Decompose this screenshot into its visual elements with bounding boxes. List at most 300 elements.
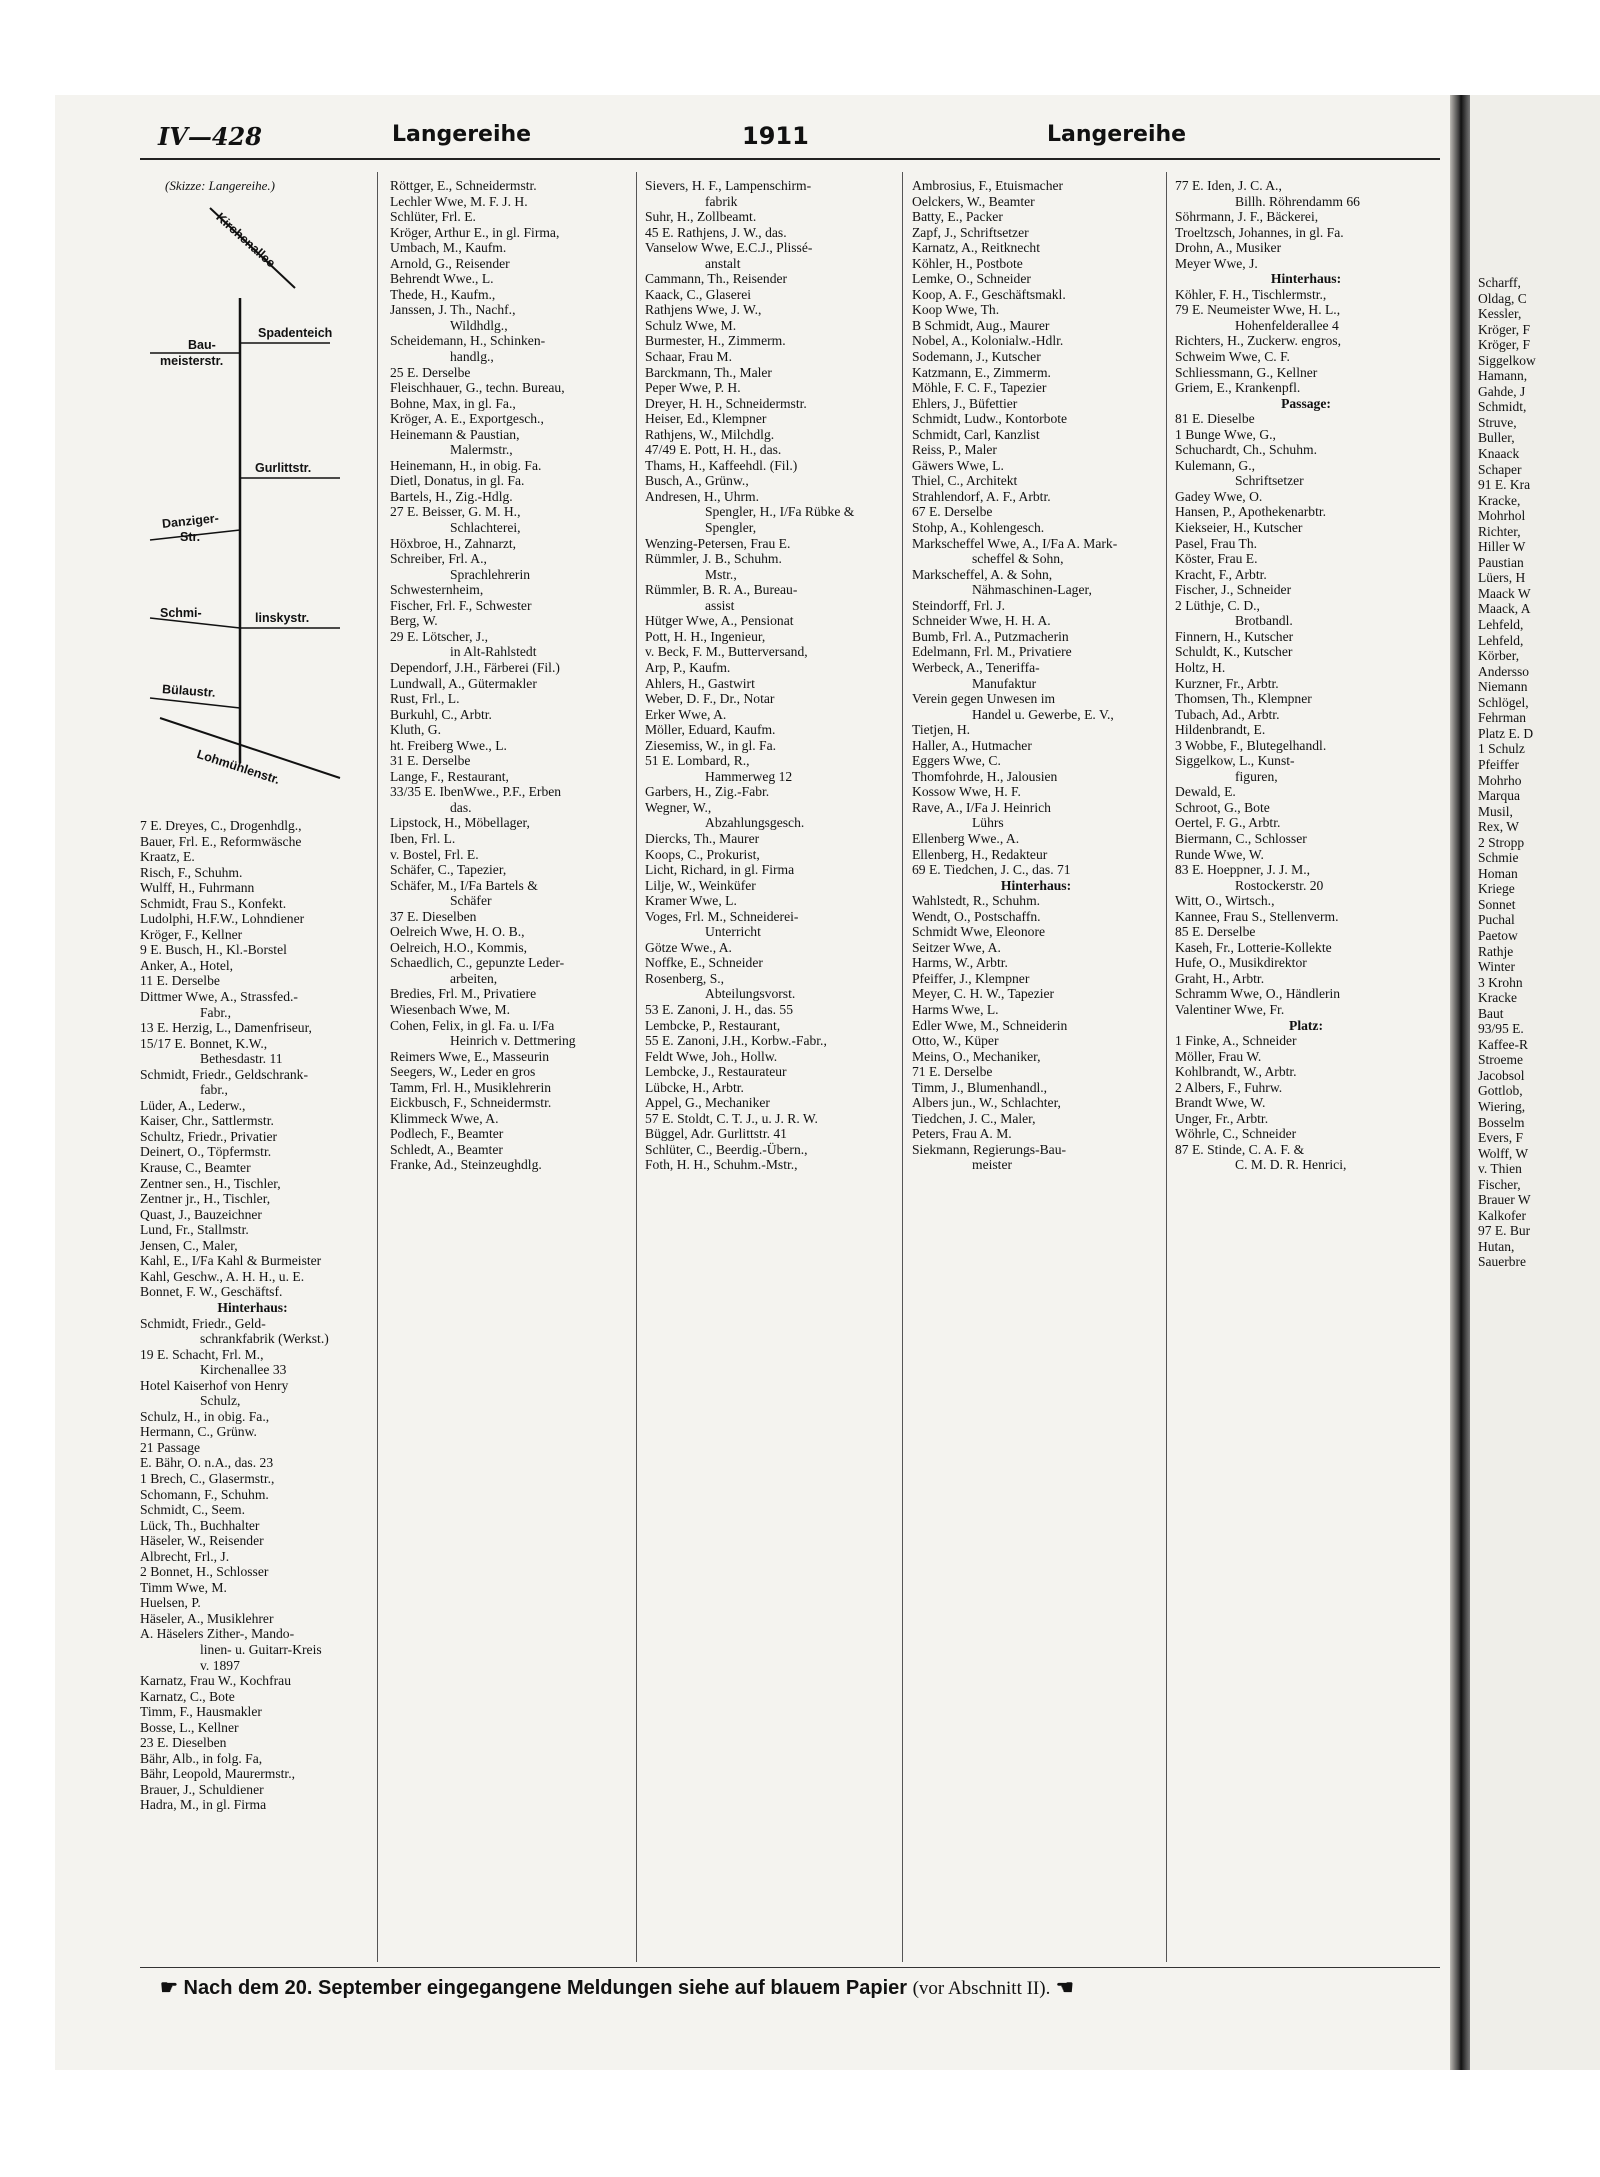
directory-entry: Albrecht, Frl., J. (140, 1548, 230, 1564)
street-label: Gurlittstr. (255, 461, 312, 475)
directory-entry: Behrendt Wwe., L. (390, 271, 494, 287)
directory-entry: 2 Lüthje, C. D., (1175, 597, 1260, 613)
directory-entry: Peters, Frau A. M. (912, 1126, 1012, 1142)
adjacent-entry: Sonnet (1478, 896, 1516, 912)
adjacent-entry: Musil, (1478, 803, 1513, 819)
directory-entry: Götze Wwe., A. (645, 939, 732, 955)
adjacent-entry: Pfeiffer (1478, 756, 1519, 772)
directory-entry: Hansen, P., Apothekenarbtr. (1175, 504, 1327, 520)
street-label: Bau- (188, 338, 216, 352)
directory-entry: Erker Wwe, A. (645, 706, 727, 722)
directory-entry: Richters, H., Zuckerw. engros, (1175, 333, 1341, 349)
directory-entry: Zapf, J., Schriftsetzer (912, 224, 1029, 240)
directory-entry: Heinrich v. Dettmering (450, 1033, 576, 1049)
book-gutter (1450, 95, 1470, 2070)
directory-entry: Cammann, Th., Reisender (645, 271, 788, 287)
directory-entry: 83 E. Hoeppner, J. J. M., (1175, 862, 1311, 878)
directory-entry: Schäfer, C., Tapezier, (390, 862, 507, 878)
directory-entry: Kirchenallee 33 (200, 1362, 287, 1378)
directory-entry: Appel, G., Mechaniker (645, 1095, 770, 1111)
adjacent-entry: 91 E. Kra (1478, 477, 1531, 493)
directory-entry: 53 E. Zanoni, J. H., das. 55 (645, 1001, 794, 1017)
directory-entry: 51 E. Lombard, R., (645, 753, 750, 769)
directory-entry: 55 E. Zanoni, J.H., Korbw.-Fabr., (645, 1033, 827, 1049)
directory-entry: Seitzer Wwe, A. (912, 939, 1001, 955)
directory-entry: Dreyer, H. H., Schneidermstr. (645, 395, 807, 411)
directory-entry: Scheidemann, H., Schinken- (390, 333, 546, 349)
directory-entry: Klimmeck Wwe, A. (390, 1110, 499, 1126)
directory-entry: figuren, (1235, 768, 1278, 784)
directory-entry: Lilje, W., Weinküfer (645, 877, 756, 893)
directory-entry: Schroot, G., Bote (1175, 799, 1270, 815)
directory-entry: Voges, Frl. M., Schneiderei- (645, 908, 799, 924)
column-5 (1175, 178, 1437, 1953)
directory-entry: Schmidt, Frau S., Konfekt. (140, 895, 287, 911)
directory-entry: Huelsen, P. (140, 1595, 201, 1611)
directory-entry: Werbeck, A., Teneriffa- (912, 659, 1040, 675)
directory-entry: Podlech, F., Beamter (390, 1126, 504, 1142)
directory-entry: Kulemann, G., (1175, 457, 1256, 473)
directory-entry: 69 E. Tiedchen, J. C., das. 71 (912, 862, 1071, 878)
directory-entry: Gadey Wwe, O. (1175, 488, 1263, 504)
directory-entry: Sodemann, J., Kutscher (912, 349, 1041, 365)
directory-entry: Rathjens, W., Milchdlg. (645, 426, 775, 442)
street-label: Lohmühlenstr. (195, 747, 282, 788)
directory-entry: Heinemann & Paustian, (390, 426, 520, 442)
directory-entry: Köster, Frau E. (1175, 551, 1258, 567)
directory-entry: Schmidt, C., Seem. (140, 1502, 245, 1518)
adjacent-entry: Schmidt, (1478, 399, 1527, 415)
street-label: Danziger- (161, 511, 220, 531)
directory-entry: Finnern, H., Kutscher (1175, 628, 1294, 644)
directory-entry: Ellenberg, H., Redakteur (912, 846, 1048, 862)
directory-entry: Wendt, O., Postschaffn. (912, 908, 1041, 924)
adjacent-entry: Kröger, F (1478, 337, 1530, 353)
directory-entry: 67 E. Derselbe (912, 504, 993, 520)
directory-entry: Möller, Frau W. (1175, 1048, 1262, 1064)
directory-entry: Spengler, H., I/Fa Rübke & (705, 504, 855, 520)
adjacent-entry: Homan (1478, 865, 1518, 881)
directory-entry: Gäwers Wwe, L. (912, 457, 1004, 473)
directory-entry: Deinert, O., Töpfermstr. (140, 1144, 272, 1160)
directory-entry: scheffel & Sohn, (972, 551, 1064, 567)
running-head-right: Langereihe (1047, 122, 1187, 147)
street-label: Str. (180, 530, 201, 544)
directory-entry: Rostockerstr. 20 (1235, 877, 1324, 893)
directory-entry: Feldt Wwe, Joh., Hollw. (645, 1048, 778, 1064)
directory-entry: Strahlendorf, A. F., Arbtr. (912, 488, 1051, 504)
directory-entry: Pasel, Frau Th. (1175, 535, 1258, 551)
directory-entry: Meins, O., Mechaniker, (912, 1048, 1041, 1064)
directory-entry: 7 E. Dreyes, C., Drogenhdlg., (140, 818, 302, 833)
adjacent-entry: Paustian (1478, 554, 1524, 570)
directory-entry: Wahlstedt, R., Schuhm. (912, 893, 1041, 909)
directory-entry: 2 Albers, F., Fuhrw. (1175, 1079, 1283, 1095)
adjacent-entry: Gottlob, (1478, 1083, 1523, 1099)
directory-entry: Timm Wwe, M. (140, 1579, 227, 1595)
directory-entry: Bosse, L., Kellner (140, 1719, 239, 1735)
directory-entry: Reiss, P., Maler (912, 442, 997, 458)
directory-entry: Noffke, E., Schneider (645, 955, 763, 971)
directory-entry: Edler Wwe, M., Schneiderin (912, 1017, 1068, 1033)
directory-entry: v. 1897 (200, 1657, 240, 1673)
adjacent-entry: Evers, F (1478, 1130, 1523, 1146)
directory-entry: v. Beck, F. M., Butterversand, (645, 644, 808, 660)
directory-entry: 1 Bunge Wwe, G., (1175, 426, 1276, 442)
adjacent-entry: Wolff, W (1478, 1145, 1529, 1161)
footer-text: Nach dem 20. September eingegangene Meldungen siehe auf blauem Papier (183, 1977, 908, 1999)
directory-entry: Schmidt, Friedr., Geld- (140, 1315, 266, 1331)
directory-entry: Dependorf, J.H., Färberei (Fil.) (390, 659, 560, 675)
directory-entry: Witt, O., Wirtsch., (1175, 893, 1275, 909)
directory-entry: Schäfer, M., I/Fa Bartels & (390, 877, 538, 893)
directory-entry: Harms Wwe, L. (912, 1001, 999, 1017)
adjacent-entry: Buller, (1478, 430, 1515, 446)
directory-entry: Burkuhl, C., Arbtr. (390, 706, 492, 722)
directory-entry: Rathjens Wwe, J. W., (645, 302, 762, 318)
directory-entry: Griem, E., Krankenpfl. (1175, 380, 1301, 396)
column-divider (902, 172, 903, 1962)
directory-entry: Söhrmann, J. F., Bäckerei, (1175, 209, 1319, 225)
directory-entry: Busch, A., Grünw., (645, 473, 749, 489)
directory-entry: E. Bähr, O. n.A., das. 23 (140, 1455, 274, 1471)
header-rule (140, 158, 1440, 160)
adjacent-entry: Baut (1478, 1005, 1504, 1021)
adjacent-entry: Schaper (1478, 461, 1522, 477)
adjacent-entry: Kessler, (1478, 306, 1522, 322)
adjacent-entry: Gahde, J (1478, 383, 1526, 399)
directory-entry: Franke, Ad., Steinzeughdlg. (390, 1157, 542, 1173)
directory-entry: fabrik (705, 193, 738, 209)
directory-entry: Abteilungsvorst. (705, 986, 796, 1002)
directory-entry: Graht, H., Arbtr. (1175, 970, 1265, 986)
adjacent-entry: Marqua (1478, 788, 1520, 804)
directory-entry: 15/17 E. Bonnet, K.W., (140, 1035, 268, 1051)
entry-list (140, 818, 365, 1813)
directory-entry: Schmidt, Ludw., Kontorbote (912, 411, 1068, 427)
directory-entry: Schomann, F., Schuhm. (140, 1486, 269, 1502)
directory-entry: Oelreich, H.O., Kommis, (390, 939, 528, 955)
directory-entry: Ahlers, H., Gastwirt (645, 675, 755, 691)
directory-entry: Kröger, A. E., Exportgesch., (390, 411, 544, 427)
directory-entry: Lück, Th., Buchhalter (140, 1517, 260, 1533)
sketch-caption: (Skizze: Langereihe.) (165, 178, 275, 193)
directory-entry: 79 E. Neumeister Wwe, H. L., (1175, 302, 1341, 318)
directory-entry: Thiel, C., Architekt (912, 473, 1018, 489)
directory-entry: Siekmann, Regierungs-Bau- (912, 1141, 1067, 1157)
street-label: linskystr. (255, 611, 310, 625)
directory-entry: 1 Brech, C., Glasermstr., (140, 1470, 275, 1486)
running-head-left: Langereihe (392, 122, 532, 147)
directory-entry: Lipstock, H., Möbellager, (390, 815, 530, 831)
directory-entry: 81 E. Dieselbe (1175, 411, 1255, 427)
directory-entry: Oertel, F. G., Arbtr. (1175, 815, 1281, 831)
adjacent-entry: Sauerbre (1478, 1254, 1526, 1270)
directory-entry: Köhler, F. H., Tischlermstr., (1175, 286, 1327, 302)
directory-entry: Quast, J., Bauzeichner (140, 1206, 262, 1222)
street-sketch (140, 178, 365, 818)
directory-entry: Schlachterei, (450, 520, 521, 536)
adjacent-entry: v. Thien (1478, 1161, 1522, 1177)
directory-entry: Thomsen, Th., Klempner (1175, 691, 1312, 707)
adjacent-entry: Lehfeld, (1478, 617, 1524, 633)
directory-entry: Höxbroe, H., Zahnarzt, (390, 535, 517, 551)
directory-entry: Hammerweg 12 (705, 768, 793, 784)
directory-entry: Hufe, O., Musikdirektor (1175, 955, 1307, 971)
directory-entry: Wiesenbach Wwe, M. (390, 1001, 510, 1017)
directory-entry: Hinterhaus: (217, 1299, 288, 1315)
directory-entry: Schweim Wwe, C. F. (1175, 349, 1290, 365)
directory-entry: 19 E. Schacht, Frl. M., (140, 1346, 264, 1362)
directory-entry: Fabr., (200, 1004, 231, 1020)
directory-entry: Kluth, G. (390, 722, 441, 738)
adjacent-entry: Bosselm (1478, 1114, 1525, 1130)
adjacent-entry: Lehfeld, (1478, 632, 1524, 648)
directory-entry: Schulz, (200, 1393, 241, 1409)
directory-entry: Häseler, W., Reisender (140, 1533, 264, 1549)
directory-entry: 33/35 E. IbenWwe., P.F., Erben (390, 784, 562, 800)
directory-entry: Kraatz, E. (140, 849, 195, 865)
directory-entry: Holtz, H. (1175, 659, 1226, 675)
directory-entry: Meyer, C. H. W., Tapezier (912, 986, 1055, 1002)
directory-entry: Dietl, Donatus, in gl. Fa. (390, 473, 525, 489)
adjacent-entry: Lüers, H (1478, 570, 1526, 586)
directory-entry: Schriftsetzer (1235, 473, 1304, 489)
directory-entry: Bartels, H., Zig.-Hdlg. (390, 488, 513, 504)
directory-entry: 2 Bonnet, H., Schlosser (140, 1564, 269, 1580)
directory-entry: Kröger, F., Kellner (140, 926, 243, 942)
directory-entry: ht. Freiberg Wwe., L. (390, 737, 507, 753)
directory-entry: Schreiber, Frl. A., (390, 551, 487, 567)
directory-entry: C. M. D. R. Henrici, (1235, 1157, 1347, 1173)
directory-entry: Burmester, H., Zimmerm. (645, 333, 786, 349)
adjacent-entry: 97 E. Bur (1478, 1223, 1531, 1239)
directory-entry: Schwesternheim, (390, 582, 484, 598)
column-divider (377, 172, 378, 1962)
directory-entry: Möhle, F. C. F., Tapezier (912, 380, 1047, 396)
directory-entry: 87 E. Stinde, C. A. F. & (1175, 1141, 1305, 1157)
directory-entry: Spengler, (705, 520, 757, 536)
street-label: Spadenteich (258, 326, 333, 340)
directory-entry: Meyer Wwe, J. (1175, 255, 1258, 271)
directory-entry: B Schmidt, Aug., Maurer (912, 317, 1050, 333)
column-divider (1166, 172, 1167, 1962)
directory-entry: Schultz, Friedr., Privatier (140, 1128, 278, 1144)
column-divider (636, 172, 637, 1962)
directory-entry: Wegner, W., (645, 799, 712, 815)
adjacent-entry: Rathje (1478, 943, 1514, 959)
adjacent-entry: Oldag, C (1478, 290, 1527, 306)
adjacent-entry: 93/95 E. (1478, 1021, 1524, 1037)
directory-entry: Iben, Frl. L. (390, 830, 456, 846)
directory-entry: Thomfohrde, H., Jalousien (912, 768, 1058, 784)
directory-entry: Hohenfelderallee 4 (1235, 317, 1339, 333)
adjacent-entry: Maack W (1478, 585, 1531, 601)
street-label: meisterstr. (160, 354, 224, 368)
directory-entry: Abzahlungsgesch. (705, 815, 805, 831)
directory-entry: Tiedchen, J. C., Maler, (912, 1110, 1036, 1126)
directory-entry: Hotel Kaiserhof von Henry (140, 1377, 289, 1393)
directory-entry: Schaar, Frau M. (645, 349, 733, 365)
directory-entry: Lund, Fr., Stallmstr. (140, 1222, 249, 1238)
column-3 (645, 178, 895, 1953)
directory-entry: Hadra, M., in gl. Firma (140, 1797, 267, 1813)
directory-entry: Schulz Wwe, M. (645, 317, 737, 333)
directory-entry: Rave, A., I/Fa J. Heinrich (912, 799, 1051, 815)
directory-entry: in Alt-Rahlstedt (450, 644, 537, 660)
directory-entry: Ambrosius, F., Etuismacher (912, 178, 1064, 193)
directory-entry: 11 E. Derselbe (140, 973, 220, 989)
directory-entry: Anker, A., Hotel, (140, 957, 234, 973)
directory-entry: Stohp, A., Kohlengesch. (912, 520, 1045, 536)
directory-entry: Markscheffel Wwe, A., I/Fa A. Mark- (912, 535, 1118, 551)
adjacent-entry: Richter, (1478, 523, 1521, 539)
directory-entry: Kossow Wwe, H. F. (912, 784, 1021, 800)
directory-entry: Möller, Eduard, Kaufm. (645, 722, 776, 738)
directory-entry: Bohne, Max, in gl. Fa., (390, 395, 516, 411)
directory-entry: Dewald, E. (1175, 784, 1236, 800)
directory-entry: Jensen, C., Maler, (140, 1237, 238, 1253)
directory-entry: 3 Wobbe, F., Blutegelhandl. (1175, 737, 1327, 753)
directory-entry: Koop, A. F., Geschäftsmakl. (912, 286, 1066, 302)
directory-entry: 21 Passage (140, 1439, 201, 1455)
directory-entry: Heinemann, H., in obig. Fa. (390, 457, 542, 473)
directory-entry: Schlüter, Frl. E. (390, 209, 476, 225)
directory-entry: meister (972, 1157, 1013, 1173)
directory-entry: 85 E. Derselbe (1175, 924, 1256, 940)
directory-entry: Schneider Wwe, H. H. A. (912, 613, 1051, 629)
adjacent-entry: Puchal (1478, 912, 1515, 928)
directory-entry: Hinterhaus: (1000, 877, 1072, 893)
directory-entry: 13 E. Herzig, L., Damenfriseur, (140, 1020, 312, 1036)
adjacent-entry: Kriege (1478, 881, 1515, 897)
directory-entry: Kracht, F., Arbtr. (1175, 566, 1267, 582)
directory-entry: Karnatz, Frau W., Kochfrau (140, 1673, 291, 1689)
directory-entry: Fischer, Frl. F., Schwester (390, 597, 532, 613)
adjacent-entry: Kaffee-R (1478, 1036, 1528, 1052)
adjacent-entry: Rex, W (1478, 819, 1519, 835)
directory-entry: Dittmer Wwe, A., Strassfed.- (140, 989, 298, 1005)
sketch-map (140, 178, 365, 818)
directory-entry: Fleischhauer, G., techn. Bureau, (390, 380, 565, 396)
directory-entry: 77 E. Iden, J. C. A., (1175, 178, 1282, 193)
directory-entry: 23 E. Dieselben (140, 1735, 227, 1751)
directory-entry: Peper Wwe, P. H. (645, 380, 741, 396)
directory-entry: Zentner sen., H., Tischler, (140, 1175, 281, 1191)
directory-entry: Schlüter, C., Beerdig.-Übern., (645, 1141, 808, 1157)
directory-entry: Wildhdlg., (450, 317, 508, 333)
directory-entry: Steindorff, Frl. J. (912, 597, 1006, 613)
adjacent-entry: Schmie (1478, 850, 1519, 866)
directory-entry: Kahl, Geschw., A. H. H., u. E. (140, 1268, 305, 1284)
year-heading: 1911 (742, 122, 809, 150)
directory-entry: Kiekseier, H., Kutscher (1175, 520, 1303, 536)
directory-entry: Arp, P., Kaufm. (645, 659, 731, 675)
adjacent-entry: Andersso (1478, 663, 1529, 679)
directory-entry: Bredies, Frl. M., Privatiere (390, 986, 537, 1002)
directory-entry: Hermann, C., Grünw. (140, 1424, 257, 1440)
directory-entry: 29 E. Lötscher, J., (390, 628, 488, 644)
adjacent-entry: Kröger, F (1478, 321, 1530, 337)
directory-entry: Pott, H. H., Ingenieur, (645, 628, 766, 644)
directory-entry: Karnatz, A., Reitknecht (912, 240, 1040, 256)
directory-entry: Büggel, Adr. Gurlittstr. 41 (645, 1126, 787, 1142)
adjacent-page-edge (1470, 95, 1600, 2070)
directory-entry: Oelckers, W., Beamter (912, 193, 1035, 209)
directory-entry: Fischer, J., Schneider (1175, 582, 1292, 598)
directory-entry: Bumb, Frl. A., Putzmacherin (912, 628, 1069, 644)
footer-rule (140, 1967, 1440, 1968)
directory-entry: Eickbusch, F., Schneidermstr. (390, 1095, 552, 1111)
directory-entry: Schuchardt, Ch., Schuhm. (1175, 442, 1317, 458)
directory-entry: 71 E. Derselbe (912, 1064, 993, 1080)
directory-entry: Kahl, E., I/Fa Kahl & Burmeister (140, 1253, 322, 1269)
directory-entry: Markscheffel, A. & Sohn, (912, 566, 1053, 582)
directory-entry: 37 E. Dieselben (390, 908, 477, 924)
directory-entry: Edelmann, Frl. M., Privatiere (912, 644, 1072, 660)
directory-entry: Schmidt, Friedr., Geldschrank- (140, 1066, 309, 1082)
directory-entry: Timm, F., Hausmakler (140, 1704, 262, 1720)
directory-entry: Thams, H., Kaffeehdl. (Fil.) (645, 457, 798, 473)
directory-entry: linen- u. Guitarr-Kreis (200, 1641, 322, 1657)
directory-entry: Andresen, H., Uhrm. (645, 488, 760, 504)
directory-entry: 27 E. Beisser, G. M. H., (390, 504, 521, 520)
directory-entry: Nobel, A., Kolonialw.-Hdlr. (912, 333, 1064, 349)
directory-entry: Verein gegen Unwesen im (912, 691, 1056, 707)
directory-entry: Handel u. Gewerbe, E. V., (972, 706, 1114, 722)
directory-entry: Passage: (1281, 395, 1331, 411)
street-label: Schmi- (160, 606, 202, 620)
directory-entry: Bethesdastr. 11 (200, 1051, 283, 1067)
directory-entry: Kurzner, Fr., Arbtr. (1175, 675, 1279, 691)
directory-entry: Kramer Wwe, L. (645, 893, 737, 909)
directory-entry: Brauer, J., Schuldiener (140, 1781, 264, 1797)
directory-entry: Kaiser, Chr., Sattlermstr. (140, 1113, 274, 1129)
directory-entry: Schramm Wwe, O., Händlerin (1175, 986, 1341, 1002)
directory-entry: Mstr., (705, 566, 737, 582)
directory-entry: Rümmler, B. R. A., Bureau- (645, 582, 798, 598)
directory-entry: Schmidt, Carl, Kanzlist (912, 426, 1040, 442)
directory-entry: das. (450, 799, 472, 815)
directory-entry: Platz: (1289, 1017, 1323, 1033)
adjacent-entry: Siggelkow (1478, 352, 1536, 368)
directory-entry: Weber, D. F., Dr., Notar (645, 691, 775, 707)
directory-entry: Ziesemiss, W., in gl. Fa. (645, 737, 777, 753)
directory-entry: Ehlers, J., Büfettier (912, 395, 1018, 411)
directory-entry: Kannee, Frau S., Stellenverm. (1175, 908, 1339, 924)
adjacent-entry: Mohrhol (1478, 508, 1526, 524)
adjacent-entry: Scharff, (1478, 275, 1521, 290)
directory-entry: Schmidt Wwe, Eleonore (912, 924, 1046, 940)
directory-entry: Sprachlehrerin (450, 566, 531, 582)
directory-entry: Drohn, A., Musiker (1175, 240, 1282, 256)
directory-entry: Ludolphi, H.F.W., Lohndiener (140, 911, 305, 927)
directory-entry: Hütger Wwe, A., Pensionat (645, 613, 794, 629)
adjacent-entry: Hutan, (1478, 1238, 1515, 1254)
directory-entry: A. Häselers Zither-, Mando- (140, 1626, 295, 1642)
adjacent-entry: Hiller W (1478, 539, 1526, 555)
adjacent-entry: Stroeme (1478, 1052, 1523, 1068)
directory-entry: Zentner jr., H., Tischler, (140, 1191, 271, 1207)
directory-entry: Nähmaschinen-Lager, (972, 582, 1092, 598)
directory-entry: Janssen, J. Th., Nachf., (390, 302, 516, 318)
directory-entry: Bähr, Leopold, Maurermstr., (140, 1766, 295, 1782)
directory-entry: Lembcke, J., Restaurateur (645, 1064, 787, 1080)
directory-entry: Kaack, C., Glaserei (645, 286, 752, 302)
directory-entry: Hinterhaus: (1270, 271, 1342, 287)
directory-entry: Karnatz, C., Bote (140, 1688, 235, 1704)
directory-entry: Foth, H. H., Schuhm.-Mstr., (645, 1157, 798, 1173)
